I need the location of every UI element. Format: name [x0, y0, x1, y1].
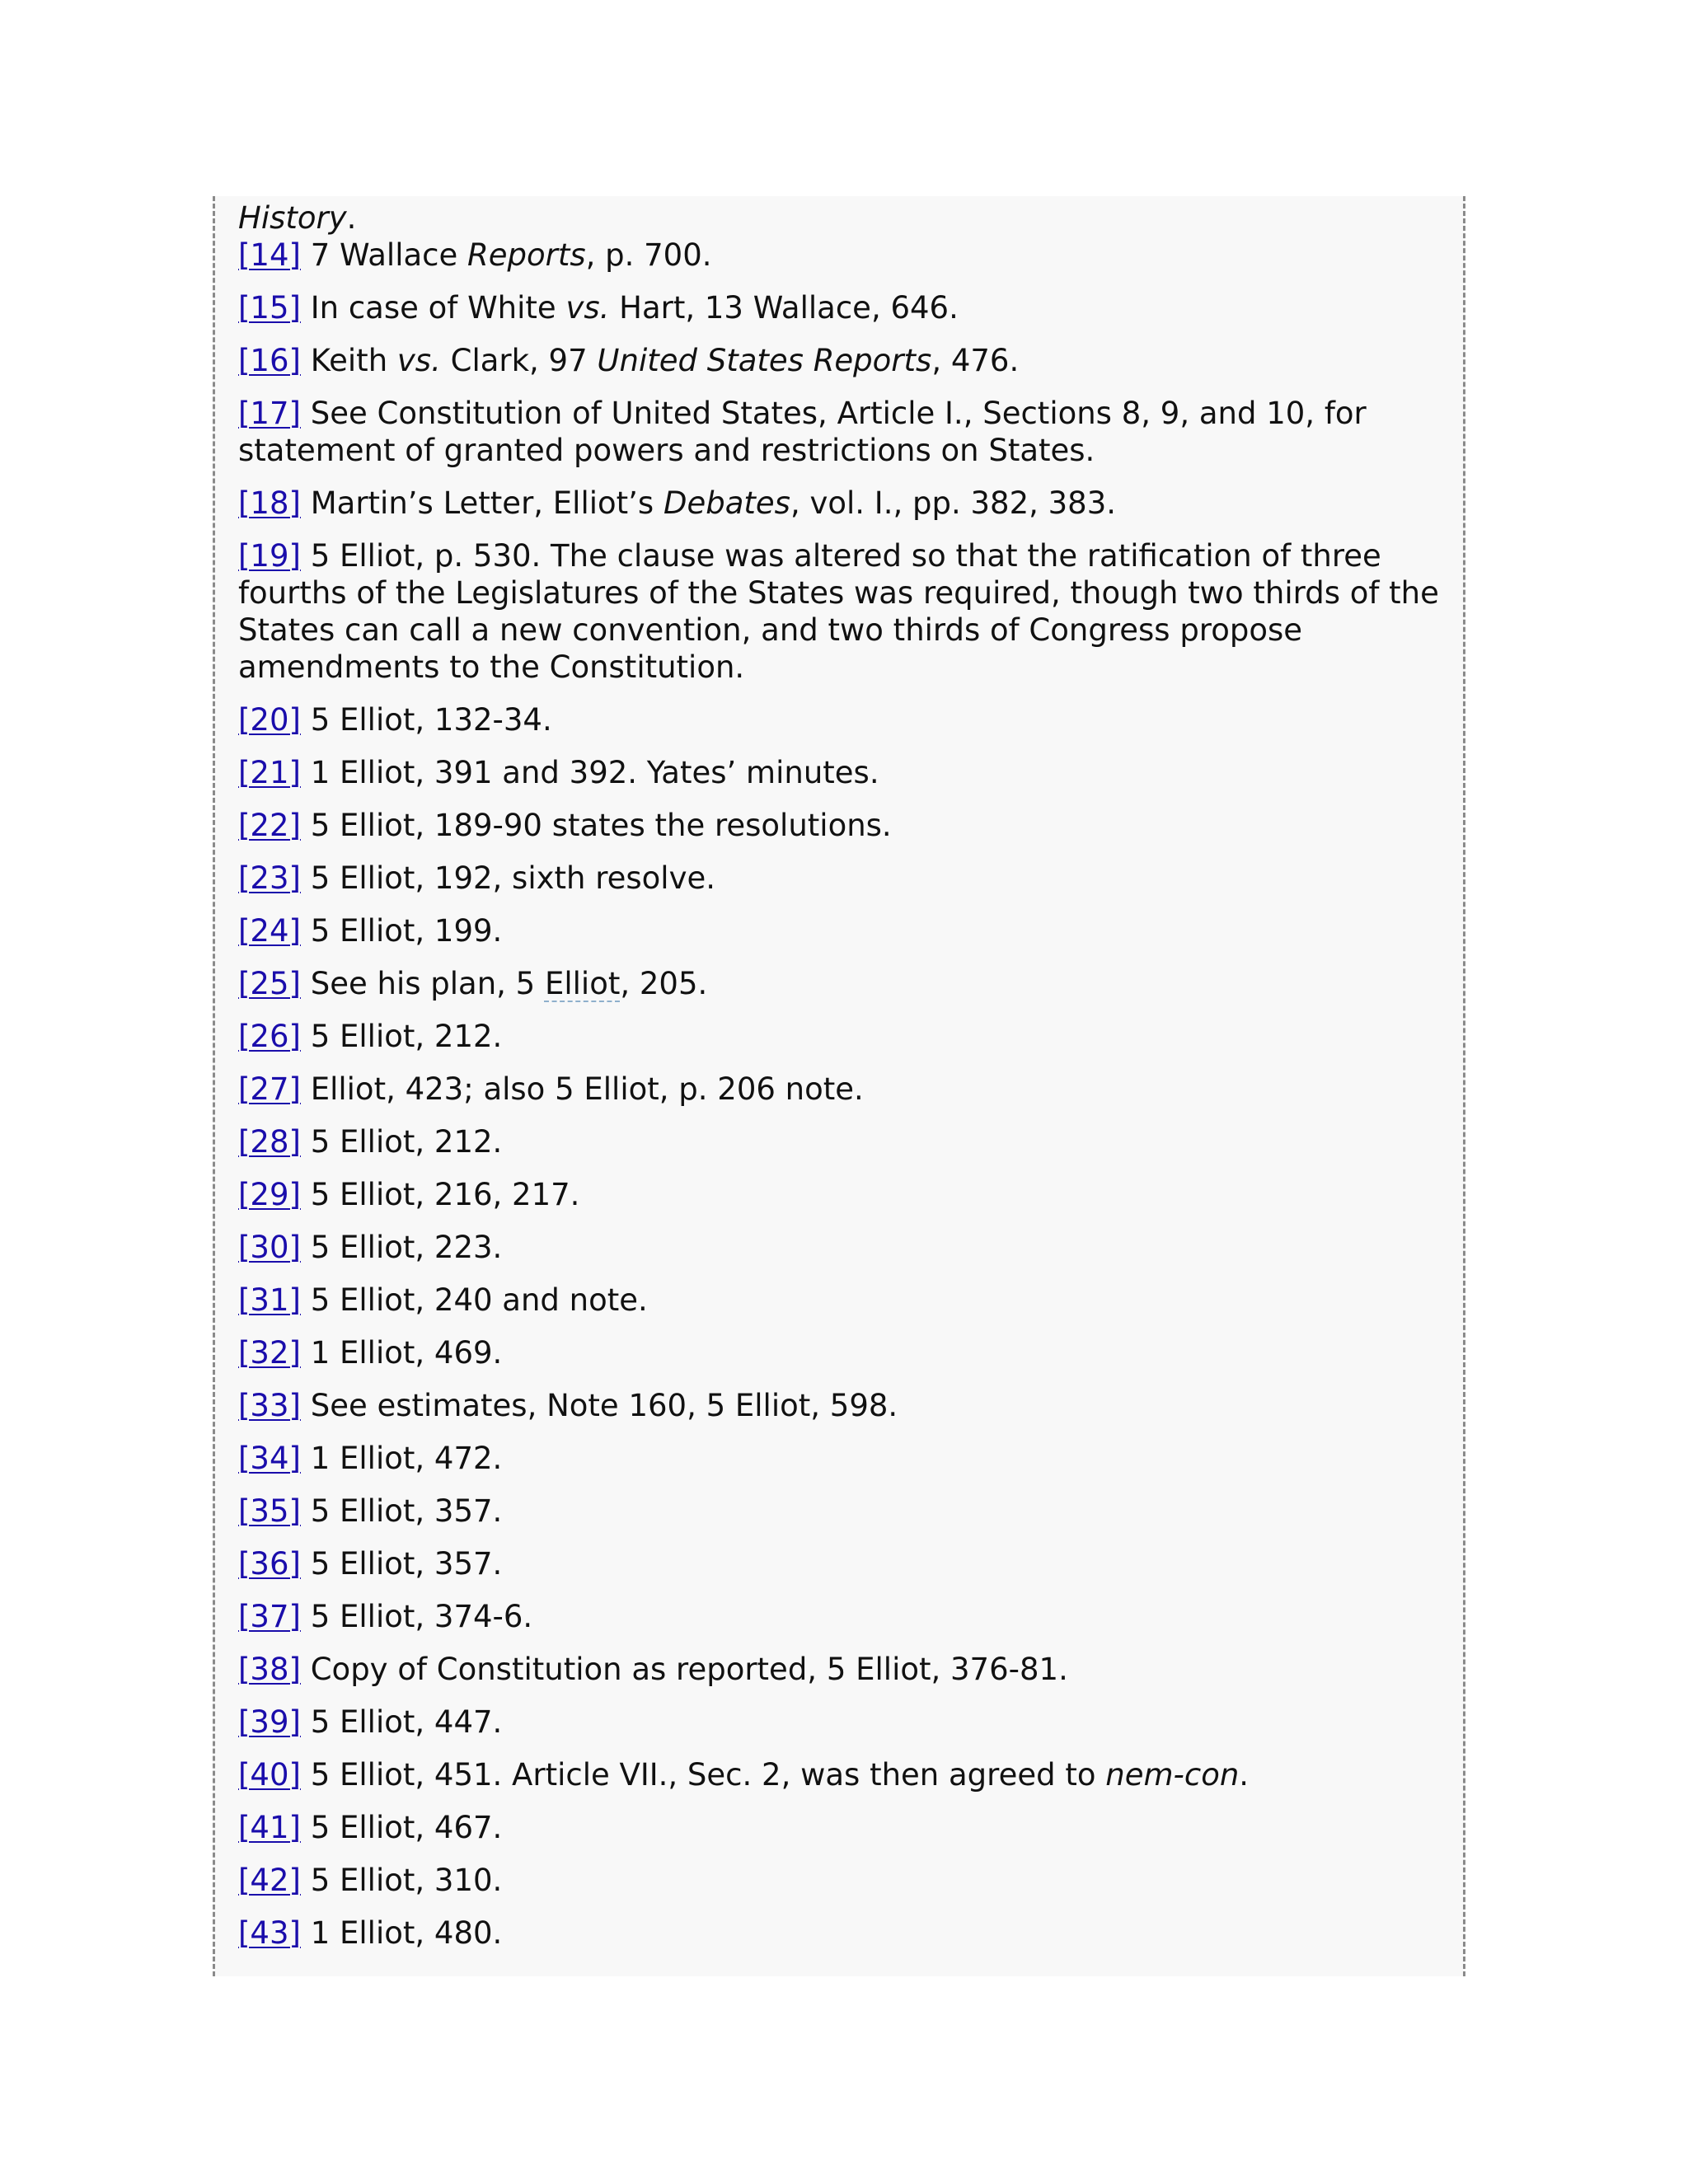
footnote-backlink[interactable]: [26]: [238, 1019, 301, 1054]
footnote-text: .: [1239, 1757, 1250, 1793]
footnotes-list: [238, 237, 1440, 1952]
footnote-text: , 476.: [931, 343, 1020, 378]
footnote-text: 5 Elliot, 132-34.: [310, 702, 552, 738]
footnote-backlink[interactable]: [42]: [238, 1863, 301, 1898]
footnote-item: [238, 701, 1440, 738]
footnote-backlink[interactable]: [21]: [238, 755, 301, 790]
footnote-item: [238, 1704, 1440, 1741]
footnote-backlink[interactable]: [43]: [238, 1915, 301, 1951]
footnote-item: [238, 1018, 1440, 1055]
footnote-backlink[interactable]: [15]: [238, 290, 301, 326]
footnote-text: Keith: [310, 343, 397, 378]
footnote-item: [238, 1862, 1440, 1899]
footnote-text: See Constitution of United States, Article I., Sections 8, 9, and 10, for statement of granted powers and restrictions on States.: [238, 396, 1367, 468]
footnote-backlink[interactable]: [24]: [238, 913, 301, 949]
footnote-item: [238, 289, 1440, 326]
footnote-text: 1 Elliot, 472.: [310, 1441, 503, 1476]
footnote-backlink[interactable]: [39]: [238, 1704, 301, 1740]
footnote-text: 7 Wallace: [310, 237, 468, 273]
footnote-italic-text: vs.: [565, 290, 610, 326]
continuation-tail: .: [346, 200, 357, 236]
footnote-backlink[interactable]: [41]: [238, 1810, 301, 1845]
footnote-item: [238, 237, 1440, 274]
footnote-item: [238, 1651, 1440, 1688]
footnote-text: Martin’s Letter, Elliot’s: [310, 485, 663, 521]
footnote-backlink[interactable]: [31]: [238, 1282, 301, 1318]
footnote-item: [238, 342, 1440, 379]
footnote-backlink[interactable]: [14]: [238, 237, 301, 273]
footnote-italic-text: Reports: [467, 237, 586, 273]
footnote-text: 1 Elliot, 391 and 392. Yates’ minutes.: [310, 755, 879, 790]
footnote-item: [238, 1440, 1440, 1477]
footnote-text: See his plan, 5: [310, 966, 545, 1001]
footnote-text: 5 Elliot, 212.: [310, 1019, 503, 1054]
footnote-text: 5 Elliot, 374-6.: [310, 1599, 533, 1634]
footnote-item: [238, 1334, 1440, 1371]
footnote-text: 5 Elliot, 192, sixth resolve.: [310, 860, 715, 896]
footnote-backlink[interactable]: [25]: [238, 966, 301, 1001]
footnote-text: In case of White: [310, 290, 566, 326]
footnote-item: [238, 965, 1440, 1002]
footnote-backlink[interactable]: [36]: [238, 1546, 301, 1582]
footnote-text: Clark, 97: [440, 343, 598, 378]
footnote-backlink[interactable]: [28]: [238, 1124, 301, 1160]
footnote-text: 5 Elliot, 467.: [310, 1810, 503, 1845]
footnote-text: 5 Elliot, 357.: [310, 1546, 503, 1582]
footnote-backlink[interactable]: [20]: [238, 702, 301, 738]
footnote-text: , vol. I., pp. 382, 383.: [790, 485, 1117, 521]
footnote-backlink[interactable]: [16]: [238, 343, 301, 378]
footnote-backlink[interactable]: [29]: [238, 1177, 301, 1212]
footnote-item: [238, 1387, 1440, 1424]
footnote-item: [238, 537, 1440, 686]
footnote-backlink[interactable]: [38]: [238, 1652, 301, 1687]
footnote-italic-text: Debates: [663, 485, 790, 521]
footnote-text: 1 Elliot, 469.: [310, 1335, 503, 1371]
footnote-backlink[interactable]: [34]: [238, 1441, 301, 1476]
footnote-italic-text: nem-con: [1105, 1757, 1240, 1793]
footnote-item: [238, 1915, 1440, 1952]
footnote-item: [238, 1493, 1440, 1530]
footnote-item: [238, 807, 1440, 844]
footnote-item: [238, 1071, 1440, 1108]
footnote-italic-text: vs.: [396, 343, 441, 378]
continuation-italic: History: [238, 200, 347, 236]
footnote-text: 1 Elliot, 480.: [310, 1915, 503, 1951]
footnote-text: 5 Elliot, 189-90 states the resolutions.: [310, 808, 892, 843]
footnote-text: 5 Elliot, 212.: [310, 1124, 503, 1160]
footnote-item: [238, 1282, 1440, 1319]
footnote-text: 5 Elliot, 240 and note.: [310, 1282, 648, 1318]
footnote-text: Copy of Constitution as reported, 5 Elliot, 376-81.: [310, 1652, 1068, 1687]
footnote-backlink[interactable]: [33]: [238, 1388, 301, 1423]
footnote-backlink[interactable]: [19]: [238, 538, 301, 574]
footnote-continuation: [238, 199, 1440, 237]
footnote-backlink[interactable]: [18]: [238, 485, 301, 521]
footnote-backlink[interactable]: [40]: [238, 1757, 301, 1793]
footnote-item: [238, 1756, 1440, 1793]
footnote-item: [238, 754, 1440, 791]
footnote-text: 5 Elliot, 357.: [310, 1493, 503, 1529]
footnote-item: [238, 1545, 1440, 1582]
footnotes-section: [213, 196, 1465, 1976]
footnote-text: 5 Elliot, 310.: [310, 1863, 503, 1898]
footnote-backlink[interactable]: [17]: [238, 396, 301, 431]
footnote-backlink[interactable]: [23]: [238, 860, 301, 896]
footnote-item: [238, 1176, 1440, 1213]
footnote-backlink[interactable]: [27]: [238, 1071, 301, 1107]
footnote-item: [238, 1229, 1440, 1266]
footnote-text: , p. 700.: [585, 237, 712, 273]
footnote-text: Hart, 13 Wallace, 646.: [609, 290, 959, 326]
footnote-text: See estimates, Note 160, 5 Elliot, 598.: [310, 1388, 898, 1423]
footnote-item: [238, 485, 1440, 522]
footnote-text: 5 Elliot, p. 530. The clause was altered so that the ratification of three fourths of the Legislatures of the States was required, though two thirds of the States can call a new convention, and two thirds of Congress propose amendments to the Constitution.: [238, 538, 1439, 685]
footnote-text: 5 Elliot, 223.: [310, 1230, 503, 1265]
footnote-text: 5 Elliot, 451. Article VII., Sec. 2, was then agreed to: [310, 1757, 1106, 1793]
footnote-item: [238, 1123, 1440, 1160]
footnote-item: [238, 1598, 1440, 1635]
footnote-italic-text: United States Reports: [597, 343, 932, 378]
footnote-backlink[interactable]: [30]: [238, 1230, 301, 1265]
footnote-text: 5 Elliot, 216, 217.: [310, 1177, 580, 1212]
footnote-backlink[interactable]: [37]: [238, 1599, 301, 1634]
footnote-text: 5 Elliot, 447.: [310, 1704, 503, 1740]
footnote-text: 5 Elliot, 199.: [310, 913, 503, 949]
footnote-marked-text: Elliot: [544, 966, 621, 1001]
footnote-text: Elliot, 423; also 5 Elliot, p. 206 note.: [310, 1071, 864, 1107]
footnote-item: [238, 395, 1440, 469]
footnote-item: [238, 1809, 1440, 1846]
footnote-text: , 205.: [620, 966, 708, 1001]
footnote-item: [238, 912, 1440, 949]
footnote-backlink[interactable]: [32]: [238, 1335, 301, 1371]
footnote-backlink[interactable]: [22]: [238, 808, 301, 843]
footnote-item: [238, 860, 1440, 897]
footnote-backlink[interactable]: [35]: [238, 1493, 301, 1529]
